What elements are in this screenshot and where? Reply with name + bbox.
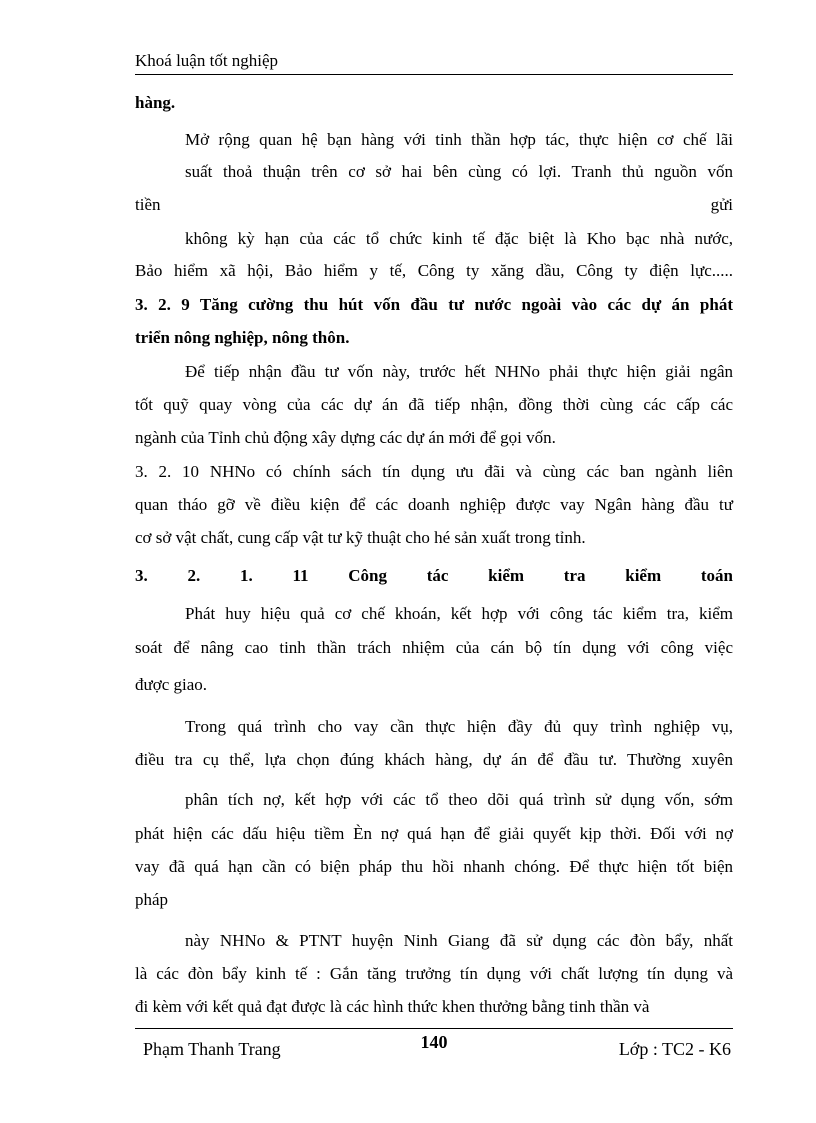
- footer-author: Phạm Thanh Trang: [143, 1039, 281, 1059]
- footer-class-label: Lớp : TC2 - K6: [618, 1039, 731, 1059]
- text-line: soát để nâng cao tinh thần trách nhiệm của cán bộ tín dụng với công việc: [135, 638, 733, 657]
- text-line: pháp: [135, 890, 169, 909]
- page-footer: [135, 1028, 733, 1059]
- header-title: Khoá luận tốt nghiệp: [135, 51, 279, 70]
- text-line: Phát huy hiệu quả cơ chế khoán, kết hợp với công tác kiểm tra, kiểm: [185, 604, 733, 623]
- text-line: suất thoả thuận trên cơ sở hai bên cùng có lợi. Tranh thủ nguồn vốn: [185, 162, 733, 181]
- text-line: hàng.: [135, 93, 176, 112]
- text-line-split: [135, 194, 733, 216]
- text-line: quan tháo gỡ về điều kiện để các doanh nghiệp được vay Ngân hàng đầu tư: [135, 495, 733, 514]
- text-line: phát hiện các dấu hiệu tiềm Èn nợ quá hạn để giải quyết kịp thời. Đối với nợ: [135, 824, 733, 843]
- text-fragment: tiền: [135, 195, 161, 214]
- text-line: vay đã quá hạn cần có biện pháp thu hồi nhanh chóng. Để thực hiện tốt biện: [135, 857, 733, 876]
- section-heading: 3. 2. 1. 11 Công tác kiểm tra kiểm toán: [135, 566, 733, 585]
- text-line: được giao.: [135, 675, 208, 694]
- text-line: điều tra cụ thể, lựa chọn đúng khách hàng, dự án để đầu tư. Thường xuyên: [135, 750, 733, 769]
- text-line: cơ sở vật chất, cung cấp vật tư kỹ thuật cho hé sản xuất trong tỉnh.: [135, 528, 586, 547]
- page-number: 140: [420, 1032, 448, 1052]
- section-heading: triển nông nghiệp, nông thôn.: [135, 328, 350, 347]
- text-line: này NHNo & PTNT huyện Ninh Giang đã sử dụng các đòn bẩy, nhất: [185, 931, 733, 950]
- text-line: Trong quá trình cho vay cần thực hiện đầy đủ quy trình nghiệp vụ,: [185, 717, 733, 736]
- text-line: 3. 2. 10 NHNo có chính sách tín dụng ưu đãi và cùng các ban ngành liên: [135, 462, 733, 481]
- text-line: Bảo hiểm xã hội, Bảo hiểm y tế, Công ty xăng dầu, Công ty điện lực.....: [135, 261, 733, 280]
- section-heading: 3. 2. 9 Tăng cường thu hút vốn đầu tư nước ngoài vào các dự án phát: [135, 295, 733, 314]
- text-line: tốt quỹ quay vòng của các dự án đã tiếp nhận, đồng thời cùng các cấp các: [135, 395, 733, 414]
- text-fragment: gửi: [710, 195, 733, 214]
- text-line: phân tích nợ, kết hợp với các tổ theo dõi quá trình sử dụng vốn, sớm: [185, 790, 733, 809]
- text-line: không kỳ hạn của các tổ chức kinh tế đặc biệt là Kho bạc nhà nước,: [185, 229, 733, 248]
- header-rule: [135, 74, 733, 75]
- text-line: Mở rộng quan hệ bạn hàng với tinh thần hợp tác, thực hiện cơ chế lãi: [185, 130, 733, 149]
- text-line: Để tiếp nhận đầu tư vốn này, trước hết NHNo phải thực hiện giải ngân: [185, 362, 733, 381]
- text-line: là các đòn bẩy kinh tế : Gắn tăng trưởng tín dụng với chất lượng tín dụng và: [135, 964, 733, 983]
- page-header: [135, 49, 733, 75]
- text-line: ngành của Tỉnh chủ động xây dựng các dự án mới để gọi vốn.: [135, 428, 556, 447]
- text-line: đi kèm với kết quả đạt được là các hình thức khen thưởng bằng tinh thần và: [135, 997, 650, 1016]
